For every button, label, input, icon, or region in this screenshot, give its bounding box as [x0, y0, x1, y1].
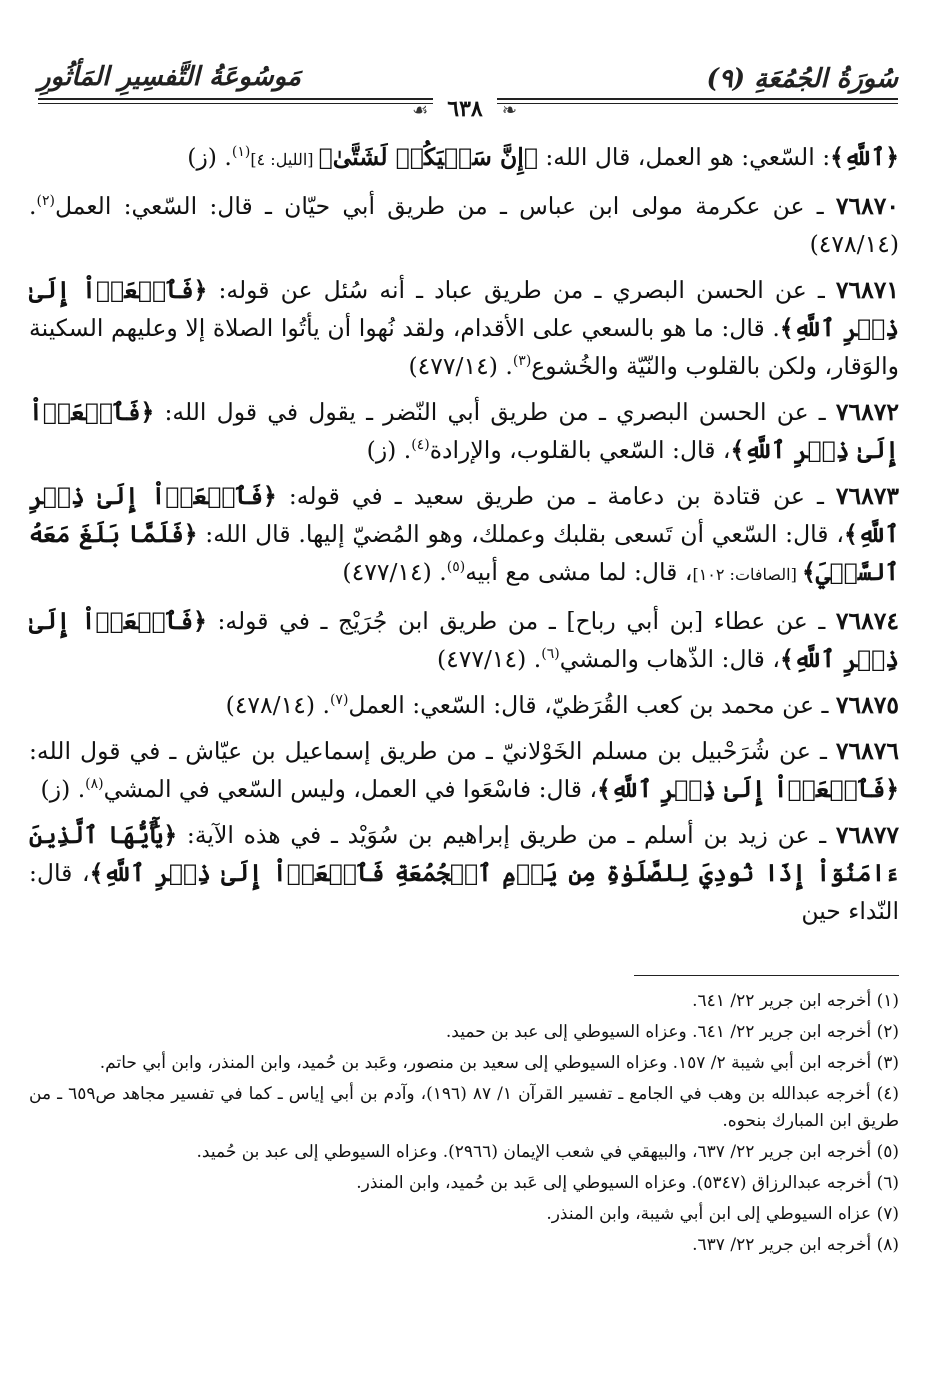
narration-paragraph	[29, 187, 899, 263]
text-run: . (٤٧٧/١٤)	[342, 558, 447, 586]
narration-paragraph	[29, 686, 899, 724]
narration-number: ٧٦٨٧٣	[835, 482, 900, 510]
page-number: ٦٣٨	[433, 96, 496, 122]
text-run: . (٤٧٨/١٤)	[29, 192, 899, 258]
narration-paragraph	[29, 816, 899, 930]
narration-number: ٧٦٨٧٧	[835, 821, 899, 849]
footnote-ref: (٥)	[446, 559, 466, 576]
narration-number: ٧٦٨٧٤	[835, 607, 899, 635]
narration-number: ٧٦٨٧٥	[835, 691, 899, 719]
surah-title: سُورَةُ الجُمُعَةِ (٩)	[706, 64, 898, 94]
text-paragraph	[29, 138, 899, 179]
footnote-ref: (٨)	[85, 776, 104, 793]
narration-paragraph	[29, 477, 899, 594]
footnote: (٣) أخرجه ابن أبي شيبة ٢/ ١٥٧. وعزاه السيوطي إلى سعيد بن منصور، وعَبد بن حُميد، وابن المنذر، وابن أبي حاتم.	[99, 1053, 899, 1073]
text-run: . قال: ما هو بالسعي على الأقدام، ولقد نُهوا أن يأتُوا الصلاة إلا وعليهم السكينة والوَقار، ولكن بالقلوب والنّيّة والخُشوع	[29, 314, 899, 380]
quran-quote: ﴿إِنَّ سَعۡيَكُمۡ لَشَتَّىٰ﴾	[318, 143, 538, 171]
text-run: ، قال: لما مشى مع أبيه	[465, 558, 693, 586]
narration-number: ٧٦٨٧١	[835, 276, 900, 304]
footnote-ref: (٢)	[36, 193, 55, 210]
text-run: : السّعي: هو العمل، قال الله:	[537, 143, 831, 171]
quran-quote: ﴿فَٱسۡعَوۡاْ إِلَىٰ ذِكۡرِ ٱللَّهِ﴾	[29, 607, 899, 673]
narration-paragraph	[29, 393, 899, 469]
narration-paragraph	[29, 271, 899, 385]
footnote-ref: (٣)	[512, 353, 532, 370]
text-run: . (ز)	[187, 143, 232, 171]
text-run: ـ عن عطاء [بن أبي رباح] ـ من طريق ابن جُرَيْج ـ في قوله:	[206, 607, 836, 635]
text-run: ـ عن محمد بن كعب القُرَظيّ، قال: السّعي: العمل	[348, 691, 836, 719]
text-run: . (٤٧٧/١٤)	[408, 352, 513, 380]
footnote-ref: (٦)	[541, 646, 560, 663]
quran-quote: ﴿فَٱسۡعَوۡاْ إِلَىٰ ذِكۡرِ ٱللَّهِ﴾	[29, 398, 899, 464]
narration-number: ٧٦٨٧٢	[835, 398, 899, 426]
footnote-ref: (١)	[231, 144, 251, 161]
encyclopedia-title: مَوسُوعَةُ التَّفسِيرِ المَأثُورِ	[38, 62, 301, 92]
quran-quote: ﴿ٱللَّهِ﴾	[830, 143, 899, 171]
page-number-wrap	[0, 96, 929, 122]
narration-paragraph	[29, 602, 899, 678]
footnotes	[29, 988, 899, 1263]
narration-number: ٧٦٨٧٠	[835, 192, 899, 220]
footnote: (٢) أخرجه ابن جرير ٢٢/ ٦٤١. وعزاه السيوطي إلى عبد بن حميد.	[445, 1022, 899, 1042]
ornament-icon: ❧	[501, 100, 517, 121]
text-run: ، قال: النّداء حين	[29, 859, 899, 925]
text-run: ، قال: فاسْعَوا في العمل، وليس السّعي في المشي	[103, 775, 598, 803]
text-run: ، قال: السّعي أن تَسعى بقلبك وعملك، وهو المُضيّ إليها. قال الله:	[197, 520, 844, 548]
verse-reference: [الصافات: ١٠٢]	[692, 565, 802, 584]
quran-quote: ﴿فَٱسۡعَوۡاْ إِلَىٰ ذِكۡرِ ٱللَّهِ﴾	[597, 775, 899, 803]
footnote-ref: (٤)	[411, 437, 430, 454]
text-run: ـ عن زيد بن أسلم ـ من طريق إبراهيم بن سُوَيْد ـ في هذه الآية:	[177, 821, 836, 849]
footnote: (١) أخرجه ابن جرير ٢٢/ ٦٤١.	[692, 991, 899, 1011]
footnote: (٤) أخرجه عبدالله بن وهب في الجامع ـ تفسير القرآن ١/ ٨٧ (١٩٦)، وآدم بن أبي إياس ـ كما في تفسير مجاهد ص٦٥٩ ـ من طريق ابن المبارك بنحوه.	[29, 1084, 899, 1131]
quran-quote: ﴿يَٰٓأَيُّهَا ٱلَّذِينَ ءَامَنُوٓاْ إِذَا نُودِيَ لِلصَّلَوٰةِ مِن يَوۡمِ ٱلۡجُمُعَةِ فَٱسۡعَوۡاْ إِلَىٰ ذِكۡرِ ٱللَّهِ﴾	[29, 821, 899, 887]
footnote: (٨) أخرجه ابن جرير ٢٢/ ٦٣٧.	[692, 1235, 899, 1255]
text-run: ـ عن عكرمة مولى ابن عباس ـ من طريق أبي حيّان ـ قال: السّعي: العمل	[54, 192, 836, 220]
text-run: ـ عن الحسن البصري ـ من طريق عباد ـ أنه سُئل عن قوله:	[207, 276, 836, 304]
text-run: ـ عن قتادة بن دعامة ـ من طريق سعيد ـ في قوله:	[276, 482, 836, 510]
verse-reference: [الليل: ٤]	[250, 150, 319, 169]
text-run: ، قال: السّعي بالقلوب، والإرادة	[429, 436, 731, 464]
text-run: ـ عن الحسن البصري ـ من طريق أبي النّضر ـ يقول في قول الله:	[154, 398, 836, 426]
footnote-ref: (٧)	[329, 692, 349, 709]
text-run: . (ز)	[40, 775, 86, 803]
footnote: (٦) أخرجه عبدالرزاق (٥٣٤٧). وعزاه السيوطي إلى عَبد بن حُميد، وابن المنذر.	[356, 1173, 899, 1193]
footnote: (٧) عزاه السيوطي إلى ابن أبي شيبة، وابن المنذر.	[546, 1204, 899, 1224]
ornament-icon: ☙	[412, 100, 429, 121]
text-run: . (٤٧٧/١٤)	[436, 645, 542, 673]
quran-quote: ﴿فَلَمَّا بَلَغَ مَعَهُ ٱلسَّعۡيَ﴾	[29, 520, 899, 586]
text-run: ، قال: الذّهاب والمشي	[559, 645, 780, 673]
main-text	[29, 138, 899, 938]
text-run: . (ز)	[366, 436, 412, 464]
narration-number: ٧٦٨٧٦	[835, 737, 899, 765]
quran-quote: ﴿فَٱسۡعَوۡاْ إِلَىٰ ذِكۡرِ ٱللَّهِ﴾	[29, 482, 900, 548]
footnote: (٥) أخرجه ابن جرير ٢٢/ ٦٣٧، والبيهقي في شعب الإيمان (٢٩٦٦). وعزاه السيوطي إلى عبد بن حُميد.	[196, 1142, 899, 1162]
text-run: . (٤٧٨/١٤)	[225, 691, 330, 719]
quran-quote: ﴿فَٱسۡعَوۡاْ إِلَىٰ ذِكۡرِ ٱللَّهِ﴾	[29, 276, 899, 342]
footnote-divider	[634, 975, 899, 976]
text-run: ـ عن شُرَحْبيل بن مسلم الخَوْلانيّ ـ من طريق إسماعيل بن عيّاش ـ في قول الله:	[29, 737, 836, 765]
narration-paragraph	[29, 732, 899, 808]
